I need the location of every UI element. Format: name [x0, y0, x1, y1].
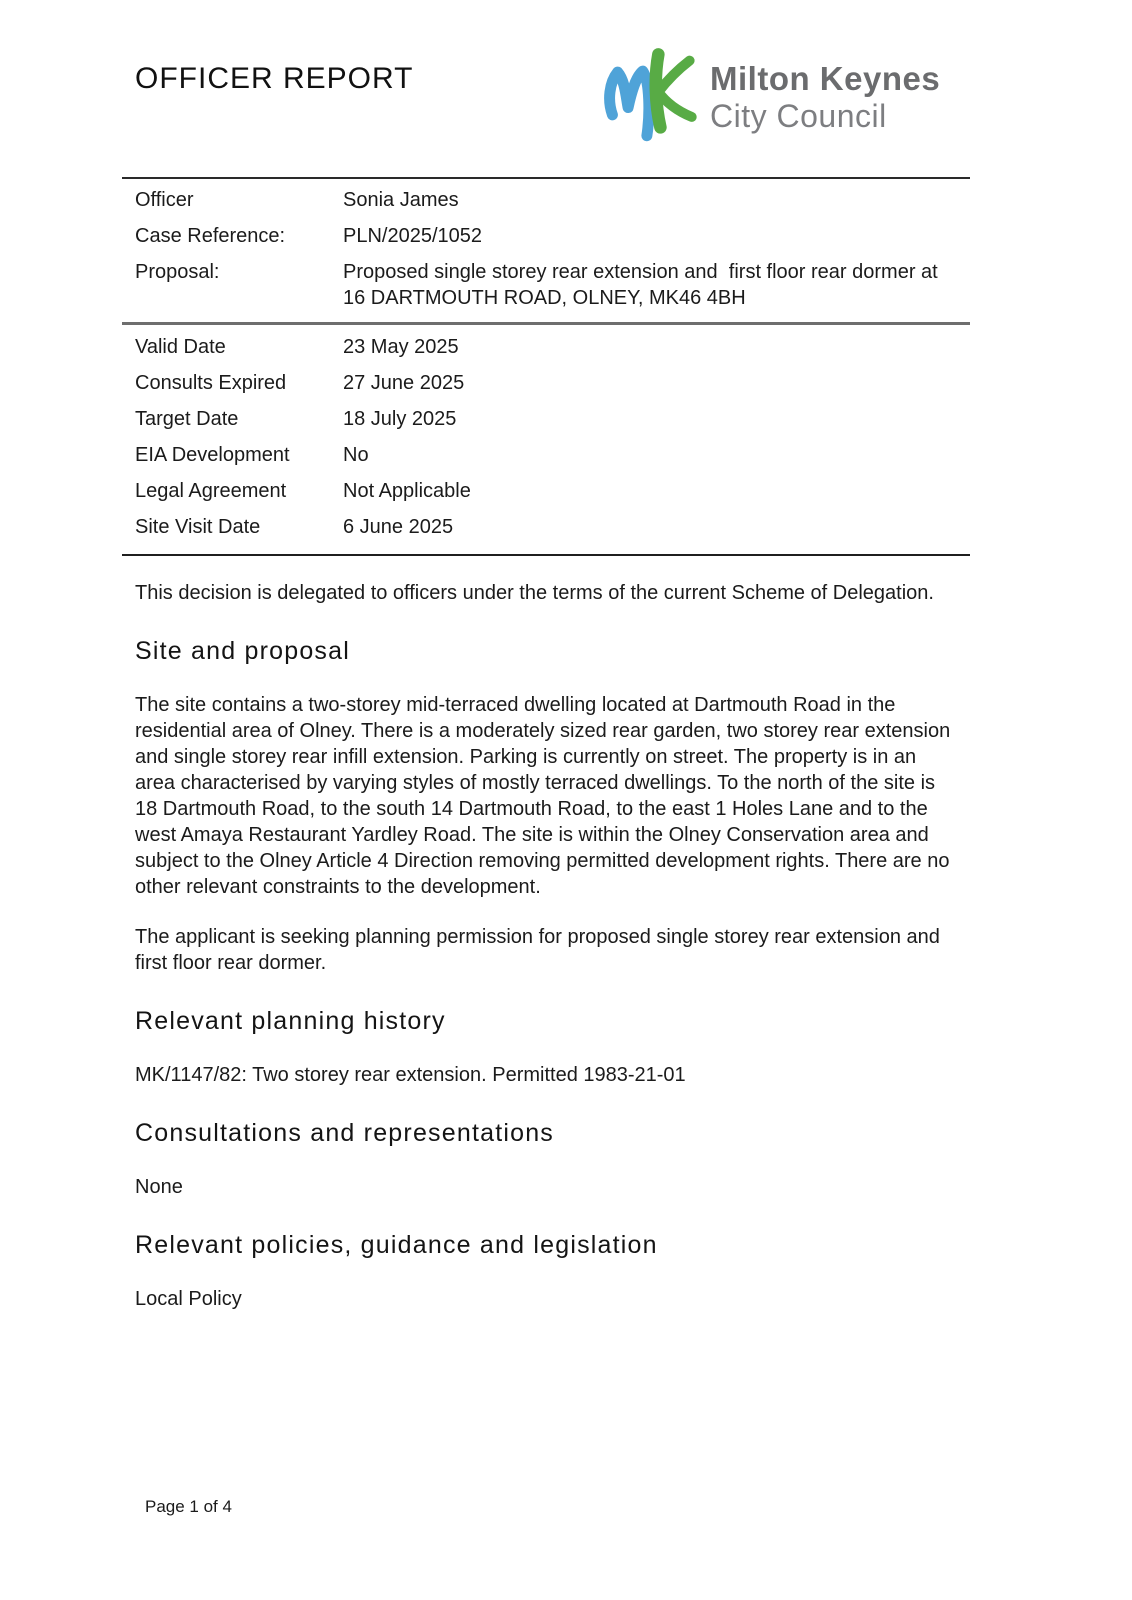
council-subname: City Council — [710, 98, 887, 134]
case-details — [122, 177, 970, 556]
dates-row-label: EIA Development — [135, 444, 290, 466]
case-row-value: PLN/2025/1052 — [343, 225, 483, 247]
table-row — [122, 473, 970, 509]
dates-row-value: 6 June 2025 — [343, 516, 454, 538]
table-row — [122, 365, 970, 401]
site-description-paragraph: The site contains a two-storey mid-terraced dwelling located at Dartmouth Road in the residential area of Olney. There is a moderately sized rear garden, two storey rear extension and single storey rear infill extension. Parking is currently on street. The property is in an area characterised by varying styles of mostly terraced dwellings. To the north of the site is 18 Dartmouth Road, to the south 14 Dartmouth Road, to the east 1 Holes Lane and to the west Amaya Restaurant Yardley Road. The site is within the Olney Conservation area and subject to the Olney Article 4 Direction removing permitted development rights. There are no other relevant constraints to the development. — [135, 694, 951, 898]
page-title: OFFICER REPORT — [135, 62, 414, 95]
dates-row-value: No — [343, 444, 369, 466]
dates-row-label: Legal Agreement — [135, 480, 287, 502]
mk-monogram-icon — [598, 46, 702, 142]
dates-row-label: Consults Expired — [135, 372, 287, 394]
case-row-value: Proposed single storey rear extension and first floor rear dormer at 16 DARTMOUTH ROAD, OLNEY, MK46 4BH — [343, 261, 944, 309]
council-logo-text — [710, 62, 940, 132]
case-row-value: Sonia James — [343, 189, 459, 211]
dates-row-value: 23 May 2025 — [343, 336, 459, 358]
case-table — [122, 177, 970, 325]
consultations-paragraph: None — [135, 1176, 183, 1198]
case-row-label: Officer — [135, 189, 194, 211]
dates-row-label: Site Visit Date — [135, 516, 261, 538]
page-header — [0, 0, 1132, 177]
planning-history-paragraph: MK/1147/82: Two storey rear extension. Permitted 1983-21-01 — [135, 1064, 686, 1086]
table-row — [122, 218, 970, 254]
section-heading-site-and-proposal: Site and proposal — [135, 637, 350, 665]
dates-row-value: 18 July 2025 — [343, 408, 457, 430]
table-row — [122, 437, 970, 473]
table-row — [122, 329, 970, 365]
dates-row-value: Not Applicable — [343, 480, 471, 502]
case-row-label: Case Reference: — [135, 225, 286, 247]
table-row — [122, 401, 970, 437]
logo-m-stroke — [610, 71, 649, 136]
report-body — [135, 580, 953, 1312]
dates-row-label: Target Date — [135, 408, 239, 430]
table-row — [122, 254, 970, 316]
case-row-label: Proposal: — [135, 261, 220, 283]
section-heading-consultations: Consultations and representations — [135, 1119, 555, 1147]
page-number: Page 1 of 4 — [145, 1497, 232, 1516]
section-heading-planning-history: Relevant planning history — [135, 1007, 446, 1035]
table-row — [122, 509, 970, 545]
dates-row-value: 27 June 2025 — [343, 372, 465, 394]
section-heading-policies: Relevant policies, guidance and legislation — [135, 1231, 658, 1259]
council-name: Milton Keynes — [710, 60, 941, 97]
dates-table — [122, 325, 970, 556]
delegation-note: This decision is delegated to officers under the terms of the current Scheme of Delegation. — [135, 582, 934, 604]
dates-row-label: Valid Date — [135, 336, 226, 358]
local-policy-paragraph: Local Policy — [135, 1288, 242, 1310]
applicant-proposal-paragraph: The applicant is seeking planning permission for proposed single storey rear extension and first floor rear dormer. — [135, 926, 940, 974]
table-row — [122, 182, 970, 218]
council-logo — [598, 46, 940, 142]
